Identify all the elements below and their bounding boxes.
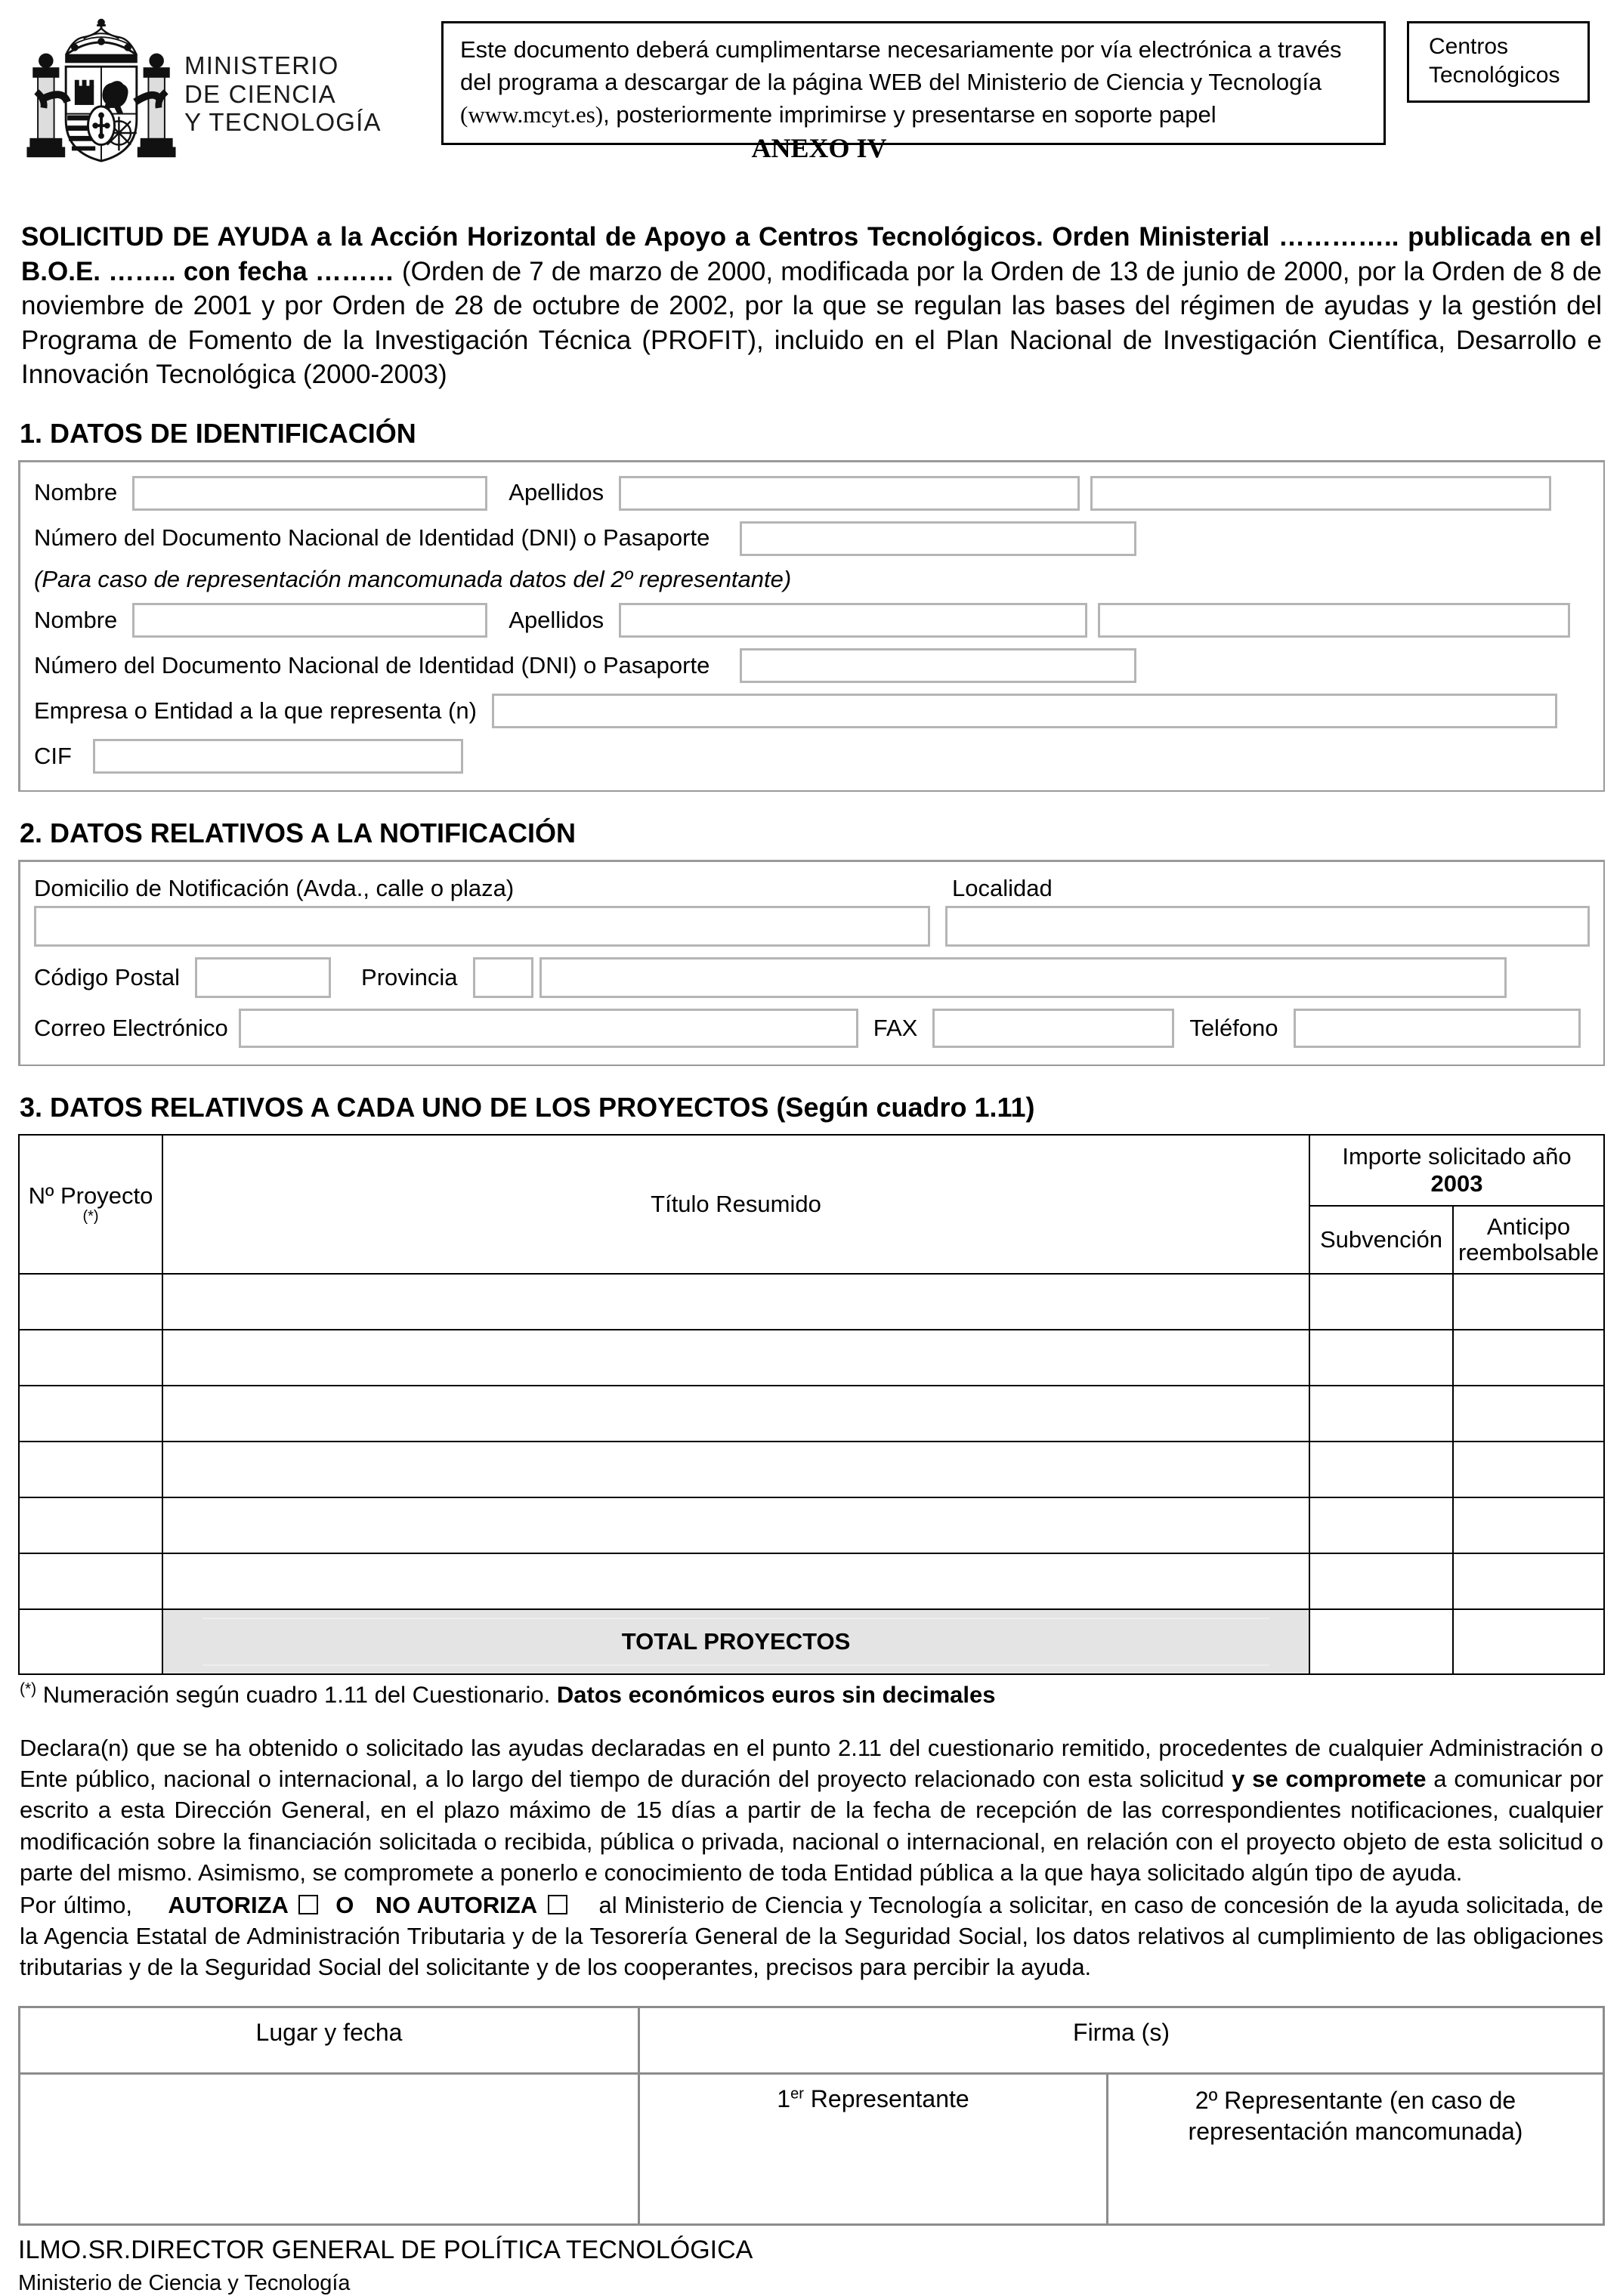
cell-anticipo[interactable] <box>1453 1442 1604 1497</box>
input-provincia-code[interactable] <box>473 957 533 998</box>
col-header-subvencion: Subvención <box>1309 1206 1453 1274</box>
col-header-numero-proyecto-text: Nº Proyecto <box>29 1182 153 1209</box>
declaration-bold-1: y se compromete <box>1232 1766 1426 1792</box>
cell-subvencion[interactable] <box>1309 1442 1453 1497</box>
ministry-name <box>184 12 382 137</box>
projects-table <box>18 1134 1605 1675</box>
row-domicilio-localidad-inputs <box>34 906 1590 947</box>
section-2-fields <box>18 860 1605 1066</box>
electronic-submission-notice <box>441 21 1386 145</box>
ministry-logo-block <box>18 12 441 163</box>
table-row[interactable] <box>19 1442 1604 1497</box>
cell-anticipo[interactable] <box>1453 1330 1604 1386</box>
col-header-numero-proyecto-star: (*) <box>20 1209 161 1225</box>
total-row <box>19 1609 1604 1674</box>
por-ultimo-label: Por último, <box>20 1892 132 1918</box>
row-domicilio-localidad-labels <box>34 876 1590 901</box>
projects-table-head <box>19 1135 1604 1274</box>
row-nombre-apellidos-1 <box>34 476 1590 511</box>
footnote-text: Numeración según cuadro 1.11 del Cuestionario. <box>36 1681 557 1707</box>
autoriza-label: AUTORIZA <box>168 1892 289 1918</box>
cell-anticipo[interactable] <box>1453 1386 1604 1442</box>
authorization-part-3: al Ministerio de Ciencia y Tecnología a solicitar, en caso de concesión de la ayuda solicitada, de la Agencia Estatal de Administración Tributaria y de la Tesorería General de la Seguridad Social, los datos relativos al cumplimiento de las obligaciones tributarias y de la Seguridad Social del solicitante y de los cooperantes, precisos para percibir la ayuda. <box>20 1892 1603 1980</box>
label-telefono: Teléfono <box>1189 1015 1278 1041</box>
cell-numero[interactable] <box>19 1442 162 1497</box>
input-nombre-2[interactable] <box>132 603 487 638</box>
cell-titulo[interactable] <box>162 1442 1309 1497</box>
label-cif: CIF <box>34 743 72 769</box>
row-empresa <box>34 694 1590 728</box>
header-firmas: Firma (s) <box>639 2007 1604 2073</box>
col-header-numero-proyecto <box>19 1135 162 1274</box>
cell-subvencion[interactable] <box>1309 1386 1453 1442</box>
col-header-importe-year: 2003 <box>1431 1170 1483 1197</box>
spain-coat-of-arms-icon <box>18 12 184 163</box>
cell-anticipo[interactable] <box>1453 1274 1604 1330</box>
row-cif <box>34 739 1590 774</box>
autoriza-checkbox[interactable] <box>298 1895 318 1914</box>
col-header-anticipo-line-1: Anticipo <box>1487 1213 1570 1240</box>
notice-line-1: Este documento deberá cumplimentarse necesariamente por vía electrónica a través <box>460 34 1367 66</box>
cell-titulo[interactable] <box>162 1274 1309 1330</box>
cell-titulo[interactable] <box>162 1330 1309 1386</box>
label-representante-1 <box>777 2085 969 2112</box>
label-apellidos: Apellidos <box>509 480 604 505</box>
footnote-bold: Datos económicos euros sin decimales <box>557 1681 996 1707</box>
row-correo-fax-telefono <box>34 1009 1590 1048</box>
cell-anticipo[interactable] <box>1453 1553 1604 1609</box>
cell-numero[interactable] <box>19 1386 162 1442</box>
input-dni-2[interactable] <box>740 648 1136 683</box>
form-title-rest: (Orden de 7 de marzo de 2000, modificada por la Orden de 13 de junio de 2000, por la Orden de 8 de noviembre de 2001 y por Orden de 28 de octubre de 2002, por la que se regulan las bases del régimen de ayudas y la gestión del Programa de Fomento de la Investigación Técnica (PROFIT), incluido en el Plan Nacional de Investigación Científica, Desarrollo e Innovación Tecnológica (2000-2003) <box>21 257 1602 390</box>
rep2-line-1: 2º Representante (en caso de <box>1195 2087 1516 2114</box>
row-nombre-apellidos-2 <box>34 603 1590 638</box>
section-2-heading: 2. DATOS RELATIVOS A LA NOTIFICACIÓN <box>20 817 1605 849</box>
cell-titulo[interactable] <box>162 1553 1309 1609</box>
ministry-name-line-3: Y TECNOLOGÍA <box>184 108 382 137</box>
input-lugar-y-fecha[interactable] <box>20 2073 639 2224</box>
input-provincia-name[interactable] <box>539 957 1507 998</box>
signature-body-row <box>20 2073 1604 2224</box>
signature-table <box>18 2006 1605 2226</box>
section-3-heading: 3. DATOS RELATIVOS A CADA UNO DE LOS PROYECTOS (Según cuadro 1.11) <box>20 1092 1605 1123</box>
o-label: O <box>335 1892 354 1918</box>
cell-anticipo[interactable] <box>1453 1497 1604 1553</box>
annex-title: ANEXO IV <box>18 132 1605 164</box>
addressee-ministry: Ministerio de Ciencia y Tecnología <box>18 2270 1605 2296</box>
table-row[interactable] <box>19 1497 1604 1553</box>
centros-line-2: Tecnológicos <box>1429 61 1574 90</box>
cell-numero[interactable] <box>19 1553 162 1609</box>
label-nombre-2: Nombre <box>34 607 117 633</box>
table-row[interactable] <box>19 1386 1604 1442</box>
input-domicilio[interactable] <box>34 906 930 947</box>
projects-header-row-1 <box>19 1135 1604 1206</box>
addressee-director: ILMO.SR.DIRECTOR GENERAL DE POLÍTICA TECNOLÓGICA <box>18 2235 1605 2266</box>
input-firma-representante-2[interactable] <box>1108 2073 1604 2224</box>
rep1-label: Representante <box>804 2085 969 2112</box>
centros-line-1: Centros <box>1429 32 1574 61</box>
notice-line-2: del programa a descargar de la página WEB del Ministerio de Ciencia y Tecnología <box>460 66 1367 99</box>
row-note-second-rep <box>34 567 1590 592</box>
table-row[interactable] <box>19 1553 1604 1609</box>
row-dni-1 <box>34 521 1590 556</box>
notice-url: (www.mcyt.es) <box>460 101 603 128</box>
col-header-anticipo-line-2: reembolsable <box>1458 1239 1599 1265</box>
signature-header-row <box>20 2007 1604 2073</box>
no-autoriza-checkbox[interactable] <box>548 1895 567 1914</box>
table-row[interactable] <box>19 1274 1604 1330</box>
col-header-anticipo-reembolsable <box>1453 1206 1604 1274</box>
label-domicilio: Domicilio de Notificación (Avda., calle o plaza) <box>34 876 952 901</box>
declaration-part-2: a comunicar por escrito a esta Dirección General, en el plazo máximo de 15 días a partir de la fecha de recepción de las correspondientes notificaciones, cualquier modificación sobre la financiación solicitada o recibida, pública o privada, nacional o internacional, en relación con el proyecto objeto de esta solicitud o parte del mismo. Asimismo, se compromete a ponerlo e conocimiento de toda Entidad pública a la que haya solicitado algún tipo de ayuda. <box>20 1766 1603 1886</box>
form-title-bold: SOLICITUD DE AYUDA a la Acción Horizontal de Apoyo a Centros Tecnológicos. Orden Ministerial ………….. publicada en el B.O.E. …….. con fecha ……… <box>21 222 1602 286</box>
input-apellido-1[interactable] <box>619 476 1080 511</box>
cell-numero[interactable] <box>19 1330 162 1386</box>
cell-numero[interactable] <box>19 1497 162 1553</box>
cell-titulo[interactable] <box>162 1386 1309 1442</box>
input-telefono[interactable] <box>1294 1009 1581 1048</box>
notice-line-3 <box>460 99 1367 131</box>
label-representante-2 <box>1116 2085 1595 2147</box>
notice-line-3-rest: , posteriormente imprimirse y presentarse en soporte papel <box>603 101 1216 128</box>
total-proyectos-label: TOTAL PROYECTOS <box>202 1618 1269 1666</box>
input-apellido-2[interactable] <box>1090 476 1551 511</box>
cell-subvencion[interactable] <box>1309 1497 1453 1553</box>
input-cif[interactable] <box>93 739 463 774</box>
total-subvencion-cell[interactable] <box>1309 1609 1453 1674</box>
row-dni-2 <box>34 648 1590 683</box>
total-label-cell <box>162 1609 1309 1674</box>
section-1-heading: 1. DATOS DE IDENTIFICACIÓN <box>20 418 1605 450</box>
rep1-sup: er <box>790 2085 804 2102</box>
projects-table-body <box>19 1274 1604 1674</box>
label-provincia: Provincia <box>361 965 458 990</box>
input-firma-representante-1[interactable] <box>639 2073 1108 2224</box>
label-empresa: Empresa o Entidad a la que representa (n) <box>34 698 477 724</box>
input-empresa[interactable] <box>492 694 1557 728</box>
label-apellidos-2: Apellidos <box>509 607 604 633</box>
footnote-star: (*) <box>20 1680 36 1698</box>
authorization-paragraph <box>18 1890 1605 1983</box>
total-anticipo-cell[interactable] <box>1453 1609 1604 1674</box>
rep2-line-2: representación mancomunada) <box>1189 2118 1523 2145</box>
declaration-part-1: Declara(n) que se ha obtenido o solicitado las ayudas declaradas en el punto 2.11 del cuestionario remitido, procedentes de cualquier Administración o Ente público, nacional o internacional, a lo largo del tiempo de duración del proyecto relacionado con esta solicitud <box>20 1735 1603 1792</box>
header-lugar-y-fecha: Lugar y fecha <box>20 2007 639 2073</box>
cell-subvencion[interactable] <box>1309 1330 1453 1386</box>
input-correo-electronico[interactable] <box>239 1009 858 1048</box>
label-dni: Número del Documento Nacional de Identidad (DNI) o Pasaporte <box>34 525 709 551</box>
label-fax: FAX <box>873 1015 918 1041</box>
row-cp-provincia <box>34 957 1590 998</box>
total-row-empty-cell <box>19 1609 162 1674</box>
table-row[interactable] <box>19 1330 1604 1386</box>
label-codigo-postal: Código Postal <box>34 965 180 990</box>
cell-titulo[interactable] <box>162 1497 1309 1553</box>
cell-subvencion[interactable] <box>1309 1553 1453 1609</box>
label-dni-2: Número del Documento Nacional de Identidad (DNI) o Pasaporte <box>34 653 709 678</box>
input-codigo-postal[interactable] <box>195 957 331 998</box>
input-dni[interactable] <box>740 521 1136 556</box>
label-nombre: Nombre <box>34 480 117 505</box>
no-autoriza-label: NO AUTORIZA <box>376 1892 537 1918</box>
cell-numero[interactable] <box>19 1274 162 1330</box>
col-header-importe-prefix: Importe solicitado año <box>1342 1143 1571 1170</box>
ministry-name-line-1: MINISTERIO <box>184 51 382 80</box>
input-apellido-2-1[interactable] <box>619 603 1087 638</box>
col-header-titulo-resumido: Título Resumido <box>162 1135 1309 1274</box>
rep1-num: 1 <box>777 2085 790 2112</box>
section-1-fields <box>18 460 1605 792</box>
label-localidad: Localidad <box>952 876 1053 901</box>
input-localidad[interactable] <box>945 906 1590 947</box>
note-second-representative: (Para caso de representación mancomunada datos del 2º representante) <box>34 567 791 592</box>
cell-subvencion[interactable] <box>1309 1274 1453 1330</box>
label-correo-electronico: Correo Electrónico <box>34 1015 228 1041</box>
input-nombre[interactable] <box>132 476 487 511</box>
declaration-paragraph <box>18 1732 1605 1888</box>
form-title-paragraph <box>18 220 1605 392</box>
col-header-importe-solicitado <box>1309 1135 1604 1206</box>
input-fax[interactable] <box>932 1009 1174 1048</box>
projects-table-footnote <box>20 1680 1605 1710</box>
ministry-name-line-2: DE CIENCIA <box>184 80 382 109</box>
centros-tecnologicos-tag <box>1407 21 1590 103</box>
input-apellido-2-2[interactable] <box>1098 603 1570 638</box>
